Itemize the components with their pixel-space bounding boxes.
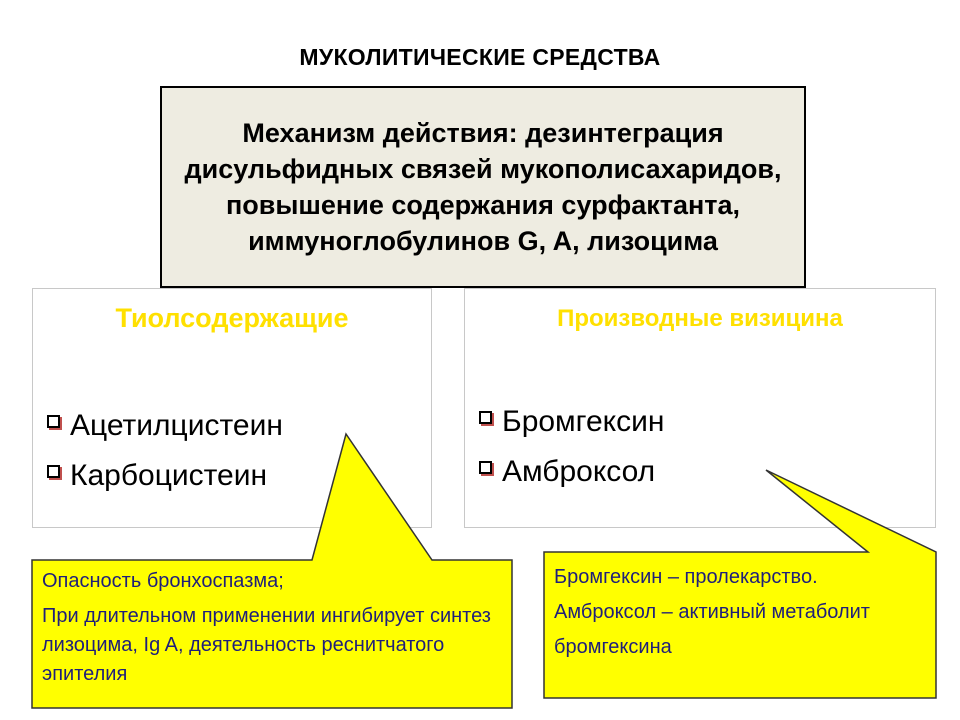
page-title: МУКОЛИТИЧЕСКИЕ СРЕДСТВА bbox=[299, 44, 661, 70]
callout-left-text bbox=[42, 566, 512, 689]
mechanism-text: Механизм действия: дезинтеграция дисульфидных связей мукополисахаридов, повышение содержания сурфактанта, иммуноглобулинов G, A, лизоцима bbox=[184, 118, 782, 256]
drug-acetylcysteine: Ацетилцистеин bbox=[70, 409, 283, 442]
drug-ambroxol: Амброксол bbox=[502, 455, 656, 488]
group-heading-vasicine: Производные визицина bbox=[557, 305, 843, 332]
drug-bromhexine: Бромгексин bbox=[502, 405, 665, 438]
drug-carbocysteine: Карбоцистеин bbox=[70, 459, 268, 492]
note-prodrug: Бромгексин – пролекарство. bbox=[554, 566, 818, 588]
note-long-term-use: При длительном применении ингибирует синтез лизоцима, Ig A, деятельность реснитчатого эпителия bbox=[42, 605, 491, 685]
callout-right-text bbox=[554, 560, 934, 665]
note-active-metabolite: Амброксол – активный метаболит бромгексина bbox=[554, 601, 870, 658]
group-heading-thiol: Тиолсодержащие bbox=[115, 303, 349, 333]
note-bronchospasm: Опасность бронхоспазма; bbox=[42, 570, 284, 592]
